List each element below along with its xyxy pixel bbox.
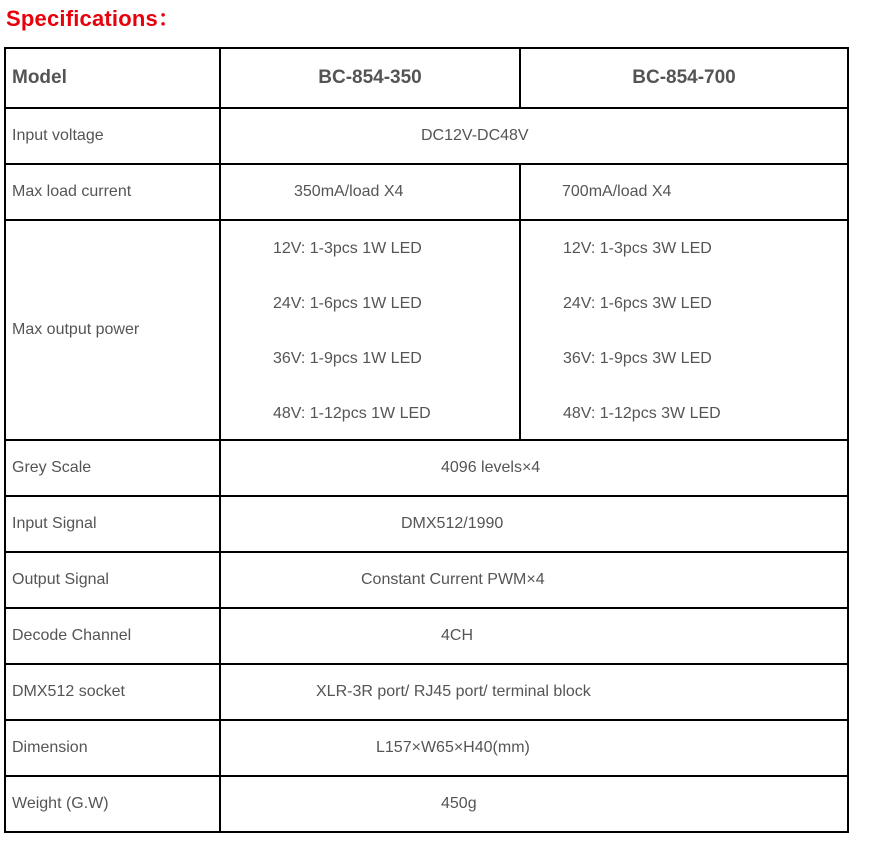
header-model-350: BC-854-350 bbox=[220, 48, 520, 108]
row-value-350: 350mA/load X4 bbox=[220, 164, 520, 220]
row-value-700 bbox=[520, 220, 848, 440]
row-label: Decode Channel bbox=[5, 608, 220, 664]
table-row-max-load-current bbox=[5, 164, 848, 220]
specifications-table bbox=[4, 47, 849, 833]
table-row-dmx512-socket bbox=[5, 664, 848, 720]
table-row-decode-channel bbox=[5, 608, 848, 664]
row-value: DMX512/1990 bbox=[220, 496, 848, 552]
list-item: 12V: 1-3pcs 1W LED bbox=[273, 240, 422, 257]
list-item: 48V: 1-12pcs 1W LED bbox=[273, 405, 431, 422]
list-item: 24V: 1-6pcs 1W LED bbox=[273, 295, 422, 312]
row-label: DMX512 socket bbox=[5, 664, 220, 720]
row-label: Max load current bbox=[5, 164, 220, 220]
row-label: Input voltage bbox=[5, 108, 220, 164]
row-value: L157×W65×H40(mm) bbox=[220, 720, 848, 776]
row-value: 4096 levels×4 bbox=[220, 440, 848, 496]
row-value: XLR-3R port/ RJ45 port/ terminal block bbox=[220, 664, 848, 720]
table-row-dimension bbox=[5, 720, 848, 776]
table-row-input-signal bbox=[5, 496, 848, 552]
table-row-input-voltage bbox=[5, 108, 848, 164]
row-label: Grey Scale bbox=[5, 440, 220, 496]
row-label: Weight (G.W) bbox=[5, 776, 220, 832]
header-model-700: BC-854-700 bbox=[520, 48, 848, 108]
list-item: 12V: 1-3pcs 3W LED bbox=[563, 240, 712, 257]
row-value: DC12V-DC48V bbox=[220, 108, 848, 164]
list-item: 24V: 1-6pcs 3W LED bbox=[563, 295, 712, 312]
row-value: Constant Current PWM×4 bbox=[220, 552, 848, 608]
header-model-label: Model bbox=[5, 48, 220, 108]
row-value-350 bbox=[220, 220, 520, 440]
row-value-700: 700mA/load X4 bbox=[520, 164, 848, 220]
row-label: Max output power bbox=[5, 220, 220, 440]
table-row-max-output-power bbox=[5, 220, 848, 440]
list-item: 36V: 1-9pcs 3W LED bbox=[563, 350, 712, 367]
page-title: Specifications： bbox=[6, 6, 181, 31]
table-row-weight bbox=[5, 776, 848, 832]
row-label: Input Signal bbox=[5, 496, 220, 552]
row-value: 4CH bbox=[220, 608, 848, 664]
row-label: Dimension bbox=[5, 720, 220, 776]
row-value: 450g bbox=[220, 776, 848, 832]
row-label: Output Signal bbox=[5, 552, 220, 608]
list-item: 36V: 1-9pcs 1W LED bbox=[273, 350, 422, 367]
table-header-row bbox=[5, 48, 848, 108]
table-row-output-signal bbox=[5, 552, 848, 608]
list-item: 48V: 1-12pcs 3W LED bbox=[563, 405, 721, 422]
table-row-grey-scale bbox=[5, 440, 848, 496]
